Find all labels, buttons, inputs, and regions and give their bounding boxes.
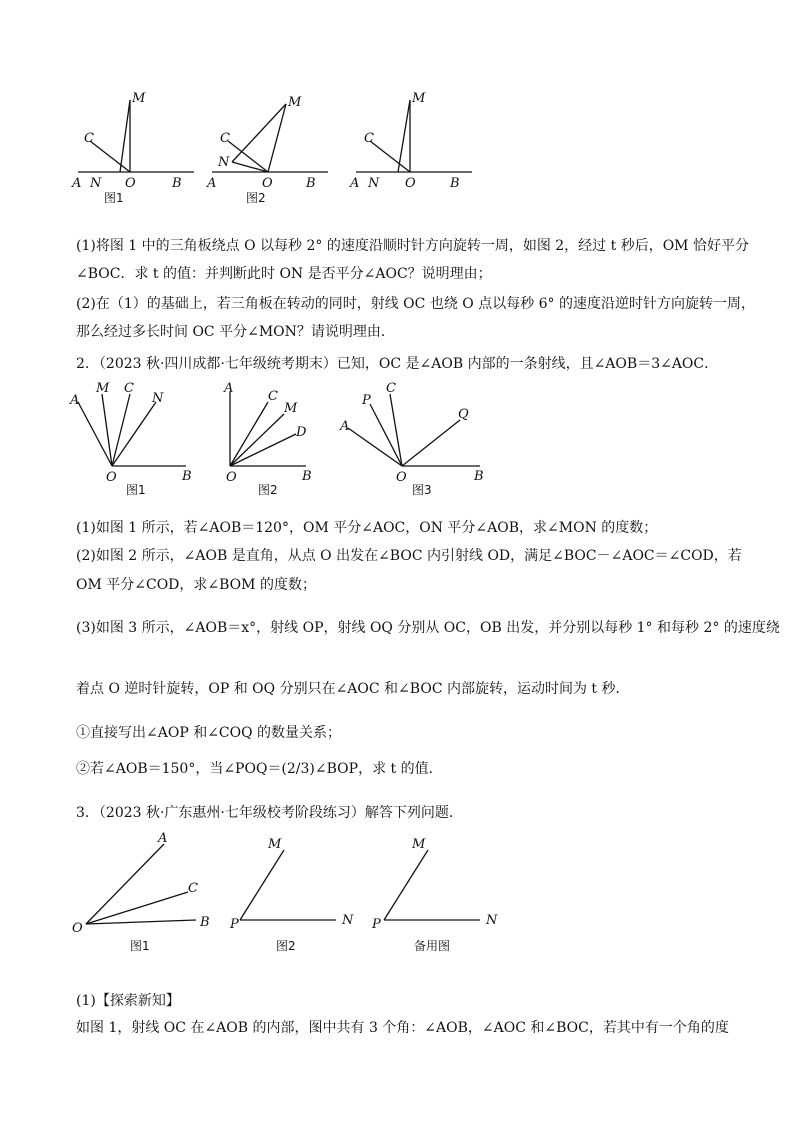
svg-text:A: A: [70, 393, 80, 408]
q2-fig1-caption: 图1: [126, 483, 146, 497]
q1-fig1-label-B: B: [172, 176, 182, 191]
q2-fig1: [69, 381, 192, 497]
svg-text:D: D: [296, 425, 307, 440]
q1-part2-line2: 那么经过多长时间 OC 平分∠MON？请说明理由．: [76, 324, 395, 340]
svg-text:C: C: [124, 381, 134, 396]
svg-text:A: A: [158, 831, 168, 846]
q2-fig2: [223, 381, 312, 497]
svg-text:M: M: [412, 837, 426, 852]
q3-part1-title: (1)【探索新知】: [76, 993, 180, 1009]
q1-fig3-label-C: C: [364, 131, 374, 146]
svg-text:M: M: [284, 401, 298, 416]
q3-figures-svg: [64, 828, 524, 958]
q1-fig2-caption: 图2: [246, 191, 266, 205]
svg-text:A: A: [340, 419, 350, 434]
q3-fig3-caption: 备用图: [414, 939, 451, 953]
q1-fig1-label-M: M: [132, 91, 146, 106]
svg-text:O: O: [226, 470, 237, 485]
q1-part1-line2: ∠BOC．求 t 的值：并判断此时 ON 是否平分∠AOC？说明理由；: [76, 266, 492, 282]
q2-part3-line2: 着点 O 逆时针旋转，OP 和 OQ 分别只在∠AOC 和∠BOC 内部旋转，运动时间为 t 秒．: [76, 681, 630, 697]
q2-fig2-caption: 图2: [258, 483, 278, 497]
q1-figure-row: [60, 86, 480, 216]
q2-figures-svg: [60, 380, 520, 505]
q1-fig1-label-A: A: [72, 176, 82, 191]
q1-fig3-label-N: N: [368, 176, 380, 191]
q3-part1-text: 如图 1，射线 OC 在∠AOB 的内部，图中共有 3 个角：∠AOB，∠AOC 和∠BOC，若其中有一个角的度: [76, 1020, 729, 1036]
svg-text:Q: Q: [458, 407, 469, 422]
svg-text:M: M: [96, 381, 110, 396]
q1-fig3-label-B: B: [450, 176, 460, 191]
svg-text:B: B: [474, 469, 484, 484]
svg-text:C: C: [188, 881, 198, 896]
q2-figure-row: [60, 380, 520, 505]
q1-fig2-label-B: B: [306, 176, 316, 191]
svg-text:P: P: [362, 393, 371, 408]
q2-sub2: ②若∠AOB＝150°，当∠POQ＝(2/3)∠BOP，求 t 的值．: [76, 761, 443, 777]
svg-text:P: P: [372, 917, 381, 932]
q2-header: 2．（2023 秋·四川成都·七年级统考期末）已知，OC 是∠AOB 内部的一条射线，且∠AOB＝3∠AOC．: [76, 356, 719, 372]
q1-fig2-label-O: O: [262, 176, 273, 191]
q1-fig1-caption: 图1: [104, 191, 124, 205]
svg-text:N: N: [486, 913, 498, 928]
svg-text:B: B: [182, 469, 192, 484]
q1-fig1-label-O: O: [125, 176, 136, 191]
q3-header: 3．（2023 秋·广东惠州·七年级校考阶段练习）解答下列问题．: [76, 805, 463, 821]
q1-figures-svg: [60, 86, 480, 216]
q1-fig2-label-M: M: [288, 95, 302, 110]
q2-sub1: ①直接写出∠AOP 和∠COQ 的数量关系；: [76, 725, 342, 741]
svg-text:O: O: [106, 470, 117, 485]
q3-fig1-caption: 图1: [130, 939, 150, 953]
q1-fig3: [349, 91, 472, 191]
q1-part2-line1: (2)在（1）的基础上，若三角板在转动的同时，射线 OC 也绕 O 点以每秒 6° 的速度沿逆时针方向旋转一周，: [76, 296, 756, 312]
svg-text:N: N: [342, 913, 354, 928]
svg-text:M: M: [268, 837, 282, 852]
svg-text:O: O: [396, 470, 407, 485]
q3-figure-row: [64, 828, 524, 958]
q1-fig3-label-O: O: [405, 176, 416, 191]
svg-text:B: B: [302, 469, 312, 484]
q1-fig1-label-C: C: [84, 131, 94, 146]
q1-fig2: [206, 95, 328, 205]
q3-fig2: [229, 837, 354, 953]
q1-fig3-label-A: A: [350, 176, 360, 191]
svg-text:P: P: [230, 917, 239, 932]
svg-text:B: B: [200, 915, 210, 930]
q3-fig1: [72, 831, 210, 953]
q1-fig1-label-N: N: [90, 176, 102, 191]
q2-fig3-caption: 图3: [412, 483, 432, 497]
svg-text:C: C: [268, 389, 278, 404]
q2-fig3: [339, 381, 484, 497]
q1-fig2-label-N: N: [218, 155, 230, 170]
q3-fig2-caption: 图2: [276, 939, 296, 953]
svg-text:A: A: [224, 381, 234, 396]
q2-part3-line1: (3)如图 3 所示，∠AOB＝x°，射线 OP，射线 OQ 分别从 OC，OB 出发，并分别以每秒 1° 和每秒 2° 的速度绕: [76, 620, 780, 636]
q2-part2-line2: OM 平分∠COD，求∠BOM 的度数；: [76, 577, 316, 593]
q1-fig1: [71, 91, 194, 205]
q1-part1-line1: (1)将图 1 中的三角板绕点 O 以每秒 2° 的速度沿顺时针方向旋转一周，如图 2，经过 t 秒后，OM 恰好平分: [76, 238, 749, 254]
svg-text:C: C: [386, 381, 396, 396]
svg-text:N: N: [152, 391, 164, 406]
q1-fig2-label-C: C: [220, 131, 230, 146]
q1-fig3-label-M: M: [412, 91, 426, 106]
svg-text:O: O: [72, 921, 83, 936]
q2-part2-line1: (2)如图 2 所示，∠AOB 是直角，从点 O 出发在∠BOC 内引射线 OD，满足∠BOC－∠AOC＝∠COD，若: [76, 548, 742, 564]
q1-fig2-label-A: A: [207, 176, 217, 191]
q2-part1: (1)如图 1 所示，若∠AOB＝120°，OM 平分∠AOC，ON 平分∠AOB，求∠MON 的度数；: [76, 520, 658, 536]
q3-fig3: [371, 837, 498, 953]
